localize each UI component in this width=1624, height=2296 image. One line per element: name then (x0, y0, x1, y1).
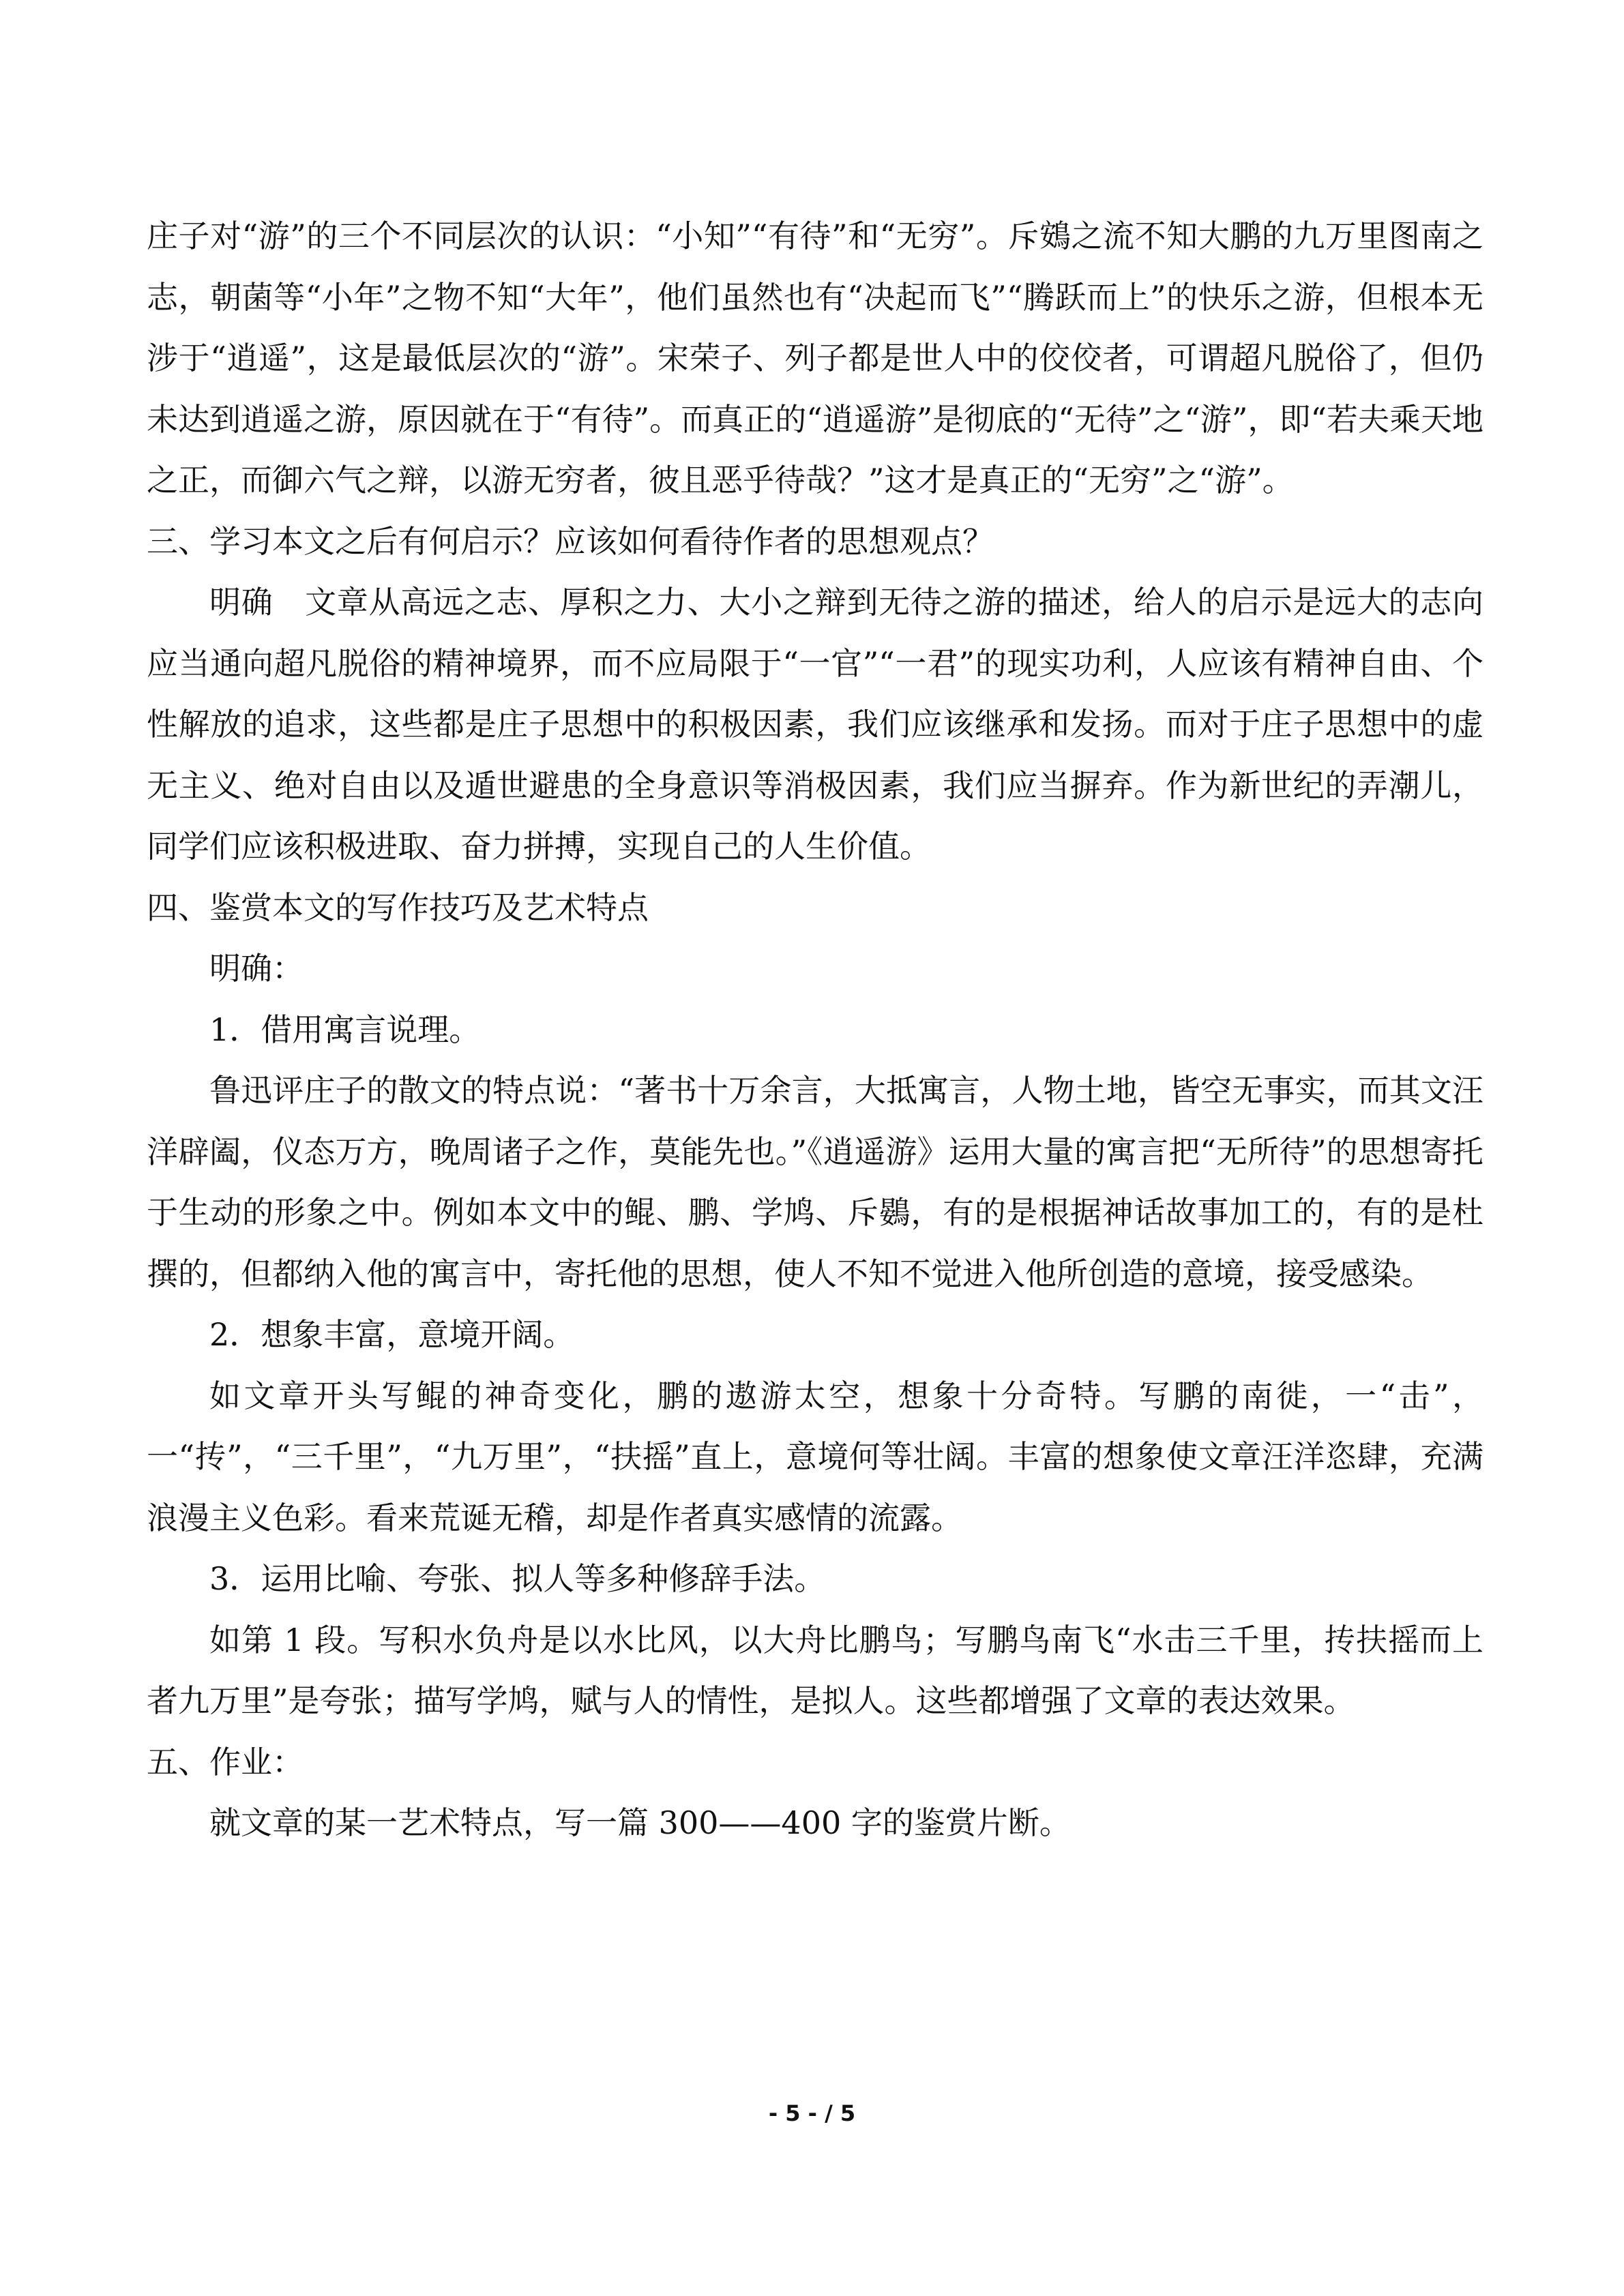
paragraph-wandering-levels: 庄子对“游”的三个不同层次的认识：“小知”“有待”和“无穷”。斥鴳之流不知大鹏的九万里图南之志，朝菌等“小年”之物不知“大年”，他们虽然也有“决起而飞”“腾跃而上”的快乐之游，但根本无涉于“逍遥”，这是最低层次的“游”。宋荣子、列子都是世人中的佼佼者，可谓超凡脱俗了，但仍未达到逍遥之游，原因就在于“有待”。而真正的“逍遥游”是彻底的“无待”之“游”，即“若夫乘天地之正，而御六气之辩，以游无穷者，彼且恶乎待哉？”这才是真正的“无穷”之“游”。 (147, 218, 1483, 498)
heading-homework: 五、作业： (147, 1743, 304, 1780)
subheading-rhetoric: 3．运用比喻、夸张、拟人等多种修辞手法。 (209, 1560, 826, 1597)
subheading-imagination: 2．想象丰富，意境开阔。 (209, 1316, 575, 1353)
heading-section-three: 三、学习本文之后有何启示？应该如何看待作者的思想观点？ (147, 522, 994, 560)
paragraph-homework: 就文章的某一艺术特点，写一篇 300——400 字的鉴赏片断。 (209, 1804, 1071, 1841)
page-number: - 5 - / 5 (768, 2100, 856, 2126)
paragraph-imagination: 如文章开头写鲲的神奇变化，鹏的遨游太空，想象十分奇特。写鹏的南徙，一“击”，一“抟”，“三千里”，“九万里”，“扶摇”直上，意境何等壮阔。丰富的想象使文章汪洋恣肆，充满浪漫主义色彩。看来荒诞无稽，却是作者真实感情的流露。 (147, 1377, 1483, 1536)
subheading-fable: 1．借用寓言说理。 (209, 1011, 481, 1048)
heading-section-four: 四、鉴赏本文的写作技巧及艺术特点 (147, 889, 649, 926)
label-clarify: 明确： (209, 950, 304, 987)
paragraph-rhetoric: 如第 1 段。写积水负舟是以水比风，以大舟比鹏鸟；写鹏鸟南飞“水击三千里，抟扶摇而上者九万里”是夸张；描写学鸠，赋与人的情性，是拟人。这些都增强了文章的表达效果。 (147, 1621, 1483, 1719)
document-body (147, 206, 1483, 1854)
paragraph-inspiration: 明确 文章从高远之志、厚积之力、大小之辩到无待之游的描述，给人的启示是远大的志向应当通向超凡脱俗的精神境界，而不应局限于“一官”“一君”的现实功利，人应该有精神自由、个性解放的追求，这些都是庄子思想中的积极因素，我们应该继承和发扬。而对于庄子思想中的虚无主义、绝对自由以及遁世避患的全身意识等消极因素，我们应当摒弃。作为新世纪的弄潮儿，同学们应该积极进取、奋力拼搏，实现自己的人生价值。 (147, 584, 1483, 865)
paragraph-fable: 鲁迅评庄子的散文的特点说：“著书十万余言，大抵寓言，人物土地，皆空无事实，而其文汪洋辟阖，仪态万方，晚周诸子之作，莫能先也。”《逍遥游》运用大量的寓言把“无所待”的思想寄托于生动的形象之中。例如本文中的鲲、鹏、学鸠、斥鷃，有的是根据神话故事加工的，有的是杜撰的，但都纳入他的寓言中，寄托他的思想，使人不知不觉进入他所创造的意境，接受感染。 (147, 1072, 1483, 1292)
